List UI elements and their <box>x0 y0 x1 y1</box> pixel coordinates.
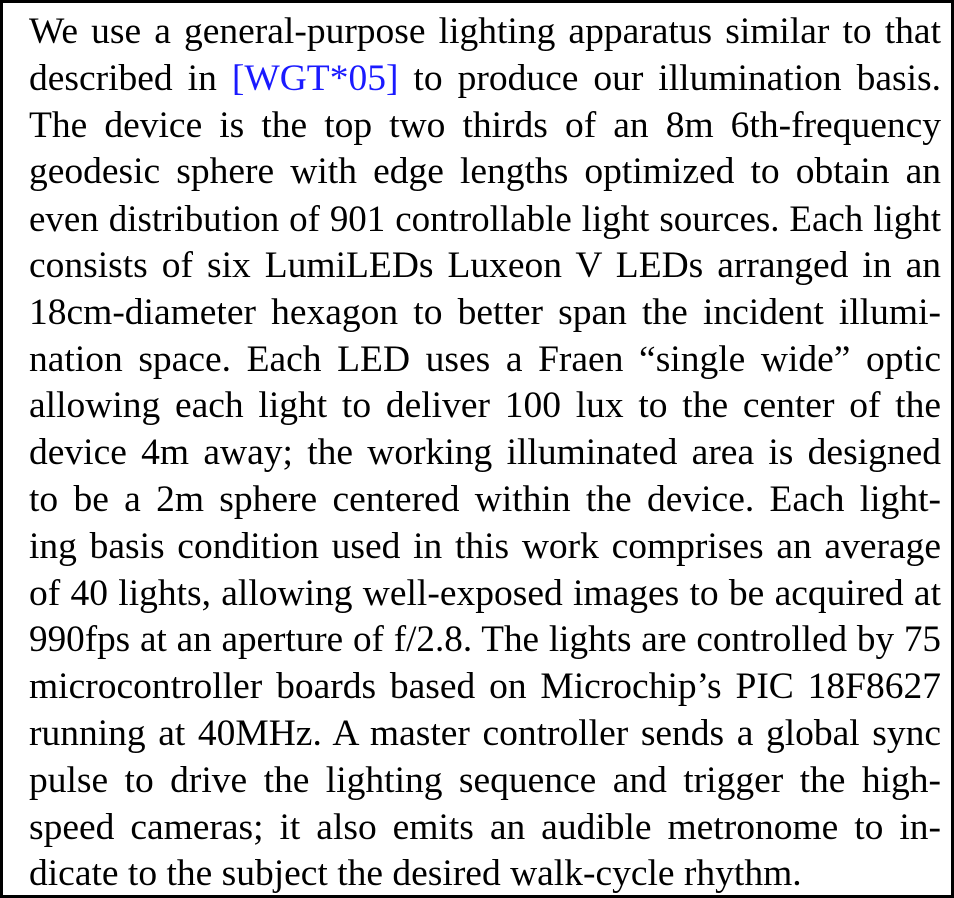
paragraph-line-1: We use a general-purpose lighting apparatus similar to that <box>29 11 941 52</box>
paragraph-line-3: The device is the top two thirds of an 8m 6th-frequency <box>29 104 941 146</box>
paragraph-line-14: 990fps at an aperture of f/2.8. The lights are controlled by 75 <box>29 619 941 661</box>
paragraph-line-2 <box>29 56 941 103</box>
paragraph-line-8: nation space. Each LED uses a Fraen “single wide” optic <box>29 338 941 380</box>
paragraph-line-2-after: to produce our illumination basis. <box>398 57 941 99</box>
paragraph-line-17: pulse to drive the lighting sequence and trigger the high- <box>29 759 941 801</box>
paragraph-line-6: consists of six LumiLEDs Luxeon V LEDs arranged in an <box>29 244 941 286</box>
paragraph-line-19: dicate to the subject the desired walk-cycle rhythm. <box>29 853 802 895</box>
paragraph-line-13: of 40 lights, allowing well-exposed images to be acquired at <box>29 572 941 614</box>
paragraph-line-2-before: described in <box>29 57 232 99</box>
paragraph-line-7: 18cm-diameter hexagon to better span the incident illumi- <box>29 291 941 333</box>
paragraph-line-15: microcontroller boards based on Microchip’s PIC 18F8627 <box>29 666 941 708</box>
paragraph-line-10: device 4m away; the working illuminated area is designed <box>29 432 941 474</box>
paragraph <box>29 9 941 898</box>
paragraph-line-11: to be a 2m sphere centered within the device. Each light- <box>29 478 941 520</box>
paragraph-line-5: even distribution of 901 controllable light sources. Each light <box>29 198 941 240</box>
citation-link-wgt05[interactable]: [WGT*05] <box>231 57 399 99</box>
paragraph-line-4: geodesic sphere with edge lengths optimized to obtain an <box>29 151 941 193</box>
paragraph-line-16: running at 40MHz. A master controller sends a global sync <box>29 712 941 754</box>
paragraph-line-12: ing basis condition used in this work comprises an average <box>29 525 941 567</box>
paragraph-line-9: allowing each light to deliver 100 lux to the center of the <box>29 385 941 427</box>
paragraph-line-18: speed cameras; it also emits an audible metronome to in- <box>29 806 941 848</box>
